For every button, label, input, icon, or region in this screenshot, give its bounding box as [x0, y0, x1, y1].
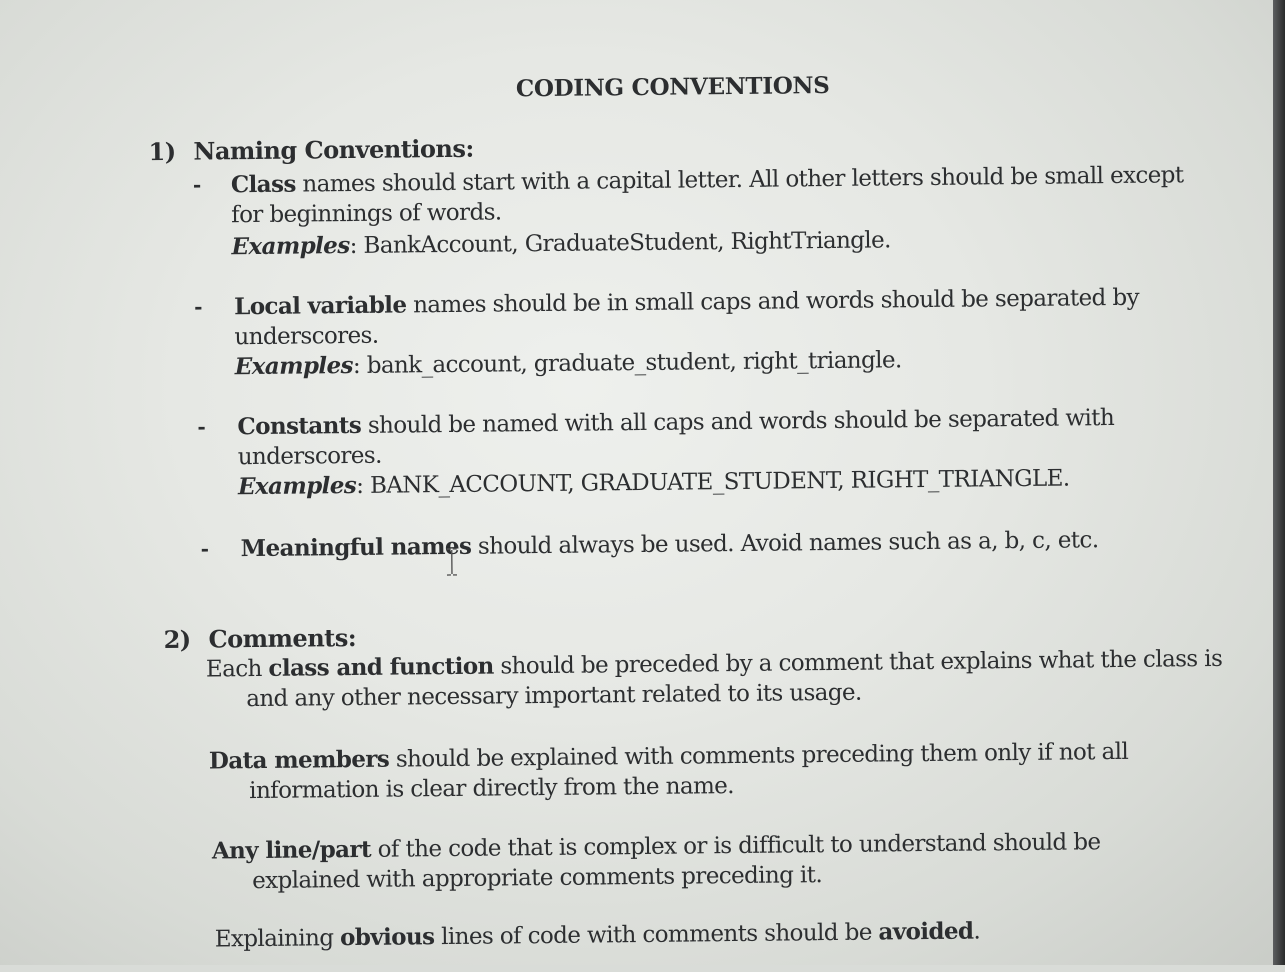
section-2-number: 2): [163, 624, 191, 654]
page-title: CODING CONVENTIONS: [515, 71, 830, 103]
monitor-bezel: [1273, 0, 1285, 965]
meaningful-names-rule: [241, 525, 1099, 564]
obvious-term: obvious: [339, 923, 435, 952]
examples-label: Examples: [234, 352, 354, 381]
data-members-comment-line2: information is clear directly from the name.: [249, 773, 735, 805]
local-variable-term: Local variable: [234, 291, 407, 321]
p4-end: .: [973, 918, 981, 945]
class-function-comment-line2: and any other necessary important related to its usage.: [246, 679, 862, 713]
constants-naming-rule: [237, 403, 1114, 442]
section-1-number: 1): [148, 136, 176, 167]
section-1-heading: [148, 134, 474, 166]
avoided-term: avoided: [878, 917, 974, 946]
local-variable-examples-text: : bank_account, graduate_student, right_triangle.: [352, 347, 902, 379]
class-examples-text: : BankAccount, GraduateStudent, RightTriangle.: [349, 227, 891, 260]
p4-prefix: Explaining: [214, 925, 341, 953]
p4-text: lines of code with comments should be: [434, 919, 879, 951]
complex-code-comment-line2: explained with appropriate comments preceding it.: [252, 862, 823, 895]
class-naming-rule: [231, 160, 1184, 200]
p3-text: of the code that is complex or is difficult to understand should be: [370, 829, 1101, 863]
examples-label: Examples: [231, 232, 350, 261]
p1-text: should be preceded by a comment that explains what the class is: [493, 645, 1223, 680]
local-variable-rule-text: names should be in small caps and words should be separated by: [406, 284, 1140, 319]
bullet-marker: -: [197, 414, 206, 439]
any-line-part-term: Any line/part: [211, 835, 372, 865]
text-cursor-icon: [445, 548, 459, 576]
data-members-term: Data members: [208, 745, 390, 775]
meaningful-names-rule-text: should always be used. Avoid names such as a, b, c, etc.: [471, 527, 1099, 560]
local-variable-naming-rule: [234, 283, 1139, 322]
class-rule-text: names should start with a capital letter. All other letters should be small except: [295, 162, 1184, 198]
bullet-marker: -: [200, 536, 210, 561]
constants-examples-text: : BANK_ACCOUNT, GRADUATE_STUDENT, RIGHT_TRIANGLE.: [356, 465, 1070, 499]
data-members-comment-rule: [209, 737, 1129, 777]
p1-prefix: Each: [205, 655, 269, 683]
class-rule-line2: for beginnings of words.: [231, 199, 502, 229]
constants-term: Constants: [237, 411, 362, 441]
meaningful-names-term: Meaningful names: [240, 532, 472, 563]
obvious-code-comment-rule: [215, 916, 981, 954]
bullet-marker: -: [192, 172, 202, 197]
constants-rule-line2: underscores.: [237, 442, 382, 471]
section-1-title: Naming Conventions:: [193, 133, 474, 166]
class-function-term: class and function: [268, 652, 494, 682]
complex-code-comment-rule: [212, 827, 1101, 866]
examples-label: Examples: [237, 471, 357, 501]
section-2-title: Comments:: [208, 622, 357, 654]
section-2-heading: [163, 623, 356, 654]
class-term: Class: [230, 170, 296, 199]
constants-rule-text: should be named with all caps and words should be separated with: [361, 405, 1115, 439]
local-variable-rule-line2: underscores.: [234, 322, 379, 351]
p2-text: should be explained with comments preceding them only if not all: [389, 738, 1129, 773]
bullet-marker: -: [194, 294, 203, 319]
class-examples: [231, 225, 891, 262]
local-variable-examples: [235, 345, 902, 382]
